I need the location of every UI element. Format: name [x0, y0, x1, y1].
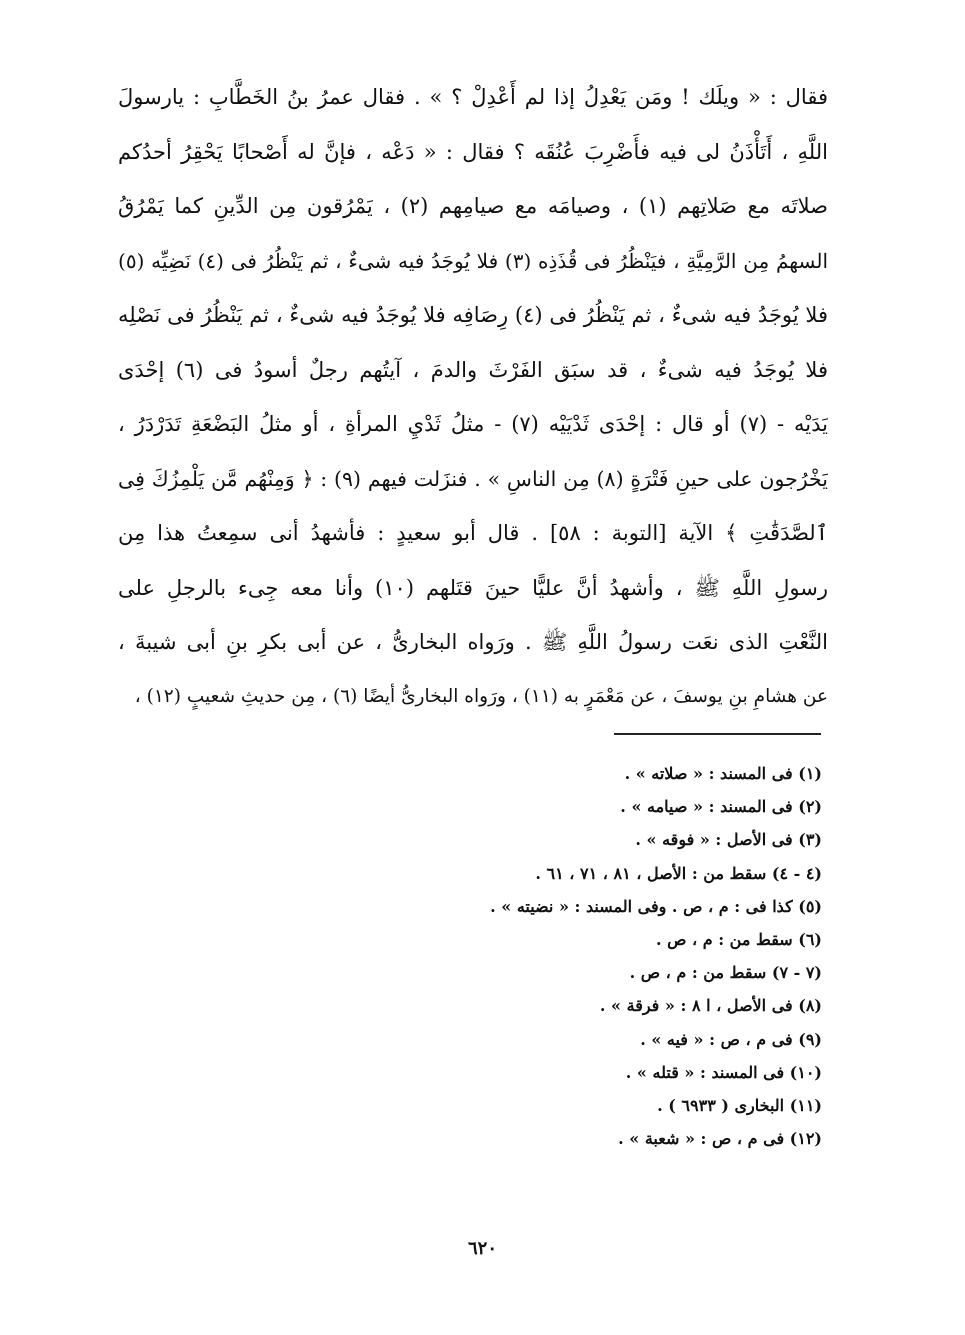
text-line-8: يَخْرُجون على حينِ فَتْرَةٍ (٨) مِن الناسِ » . فنزَلت فيهم (٩) : ﴿ وَمِنْهُم مَّن يَلْمِزُكَ فِى [118, 466, 828, 491]
text-line-12: عن هشامِ بنِ يوسفَ ، عن مَعْمَرٍ به (١١) ، ورَواه البخارىُّ أيضًا (٦) ، مِن حديثِ شعيبٍ (١٢) ، [134, 685, 828, 707]
footnote-5: (٥) كذا فى : م ، ص . وفى المسند : « نضيته » . [490, 896, 822, 916]
footnote-6: (٦) سقط من : م ، ص . [655, 929, 822, 949]
footnotes-block [300, 757, 822, 1155]
text-line-4: السهمُ مِن الرَّمِيَّةِ ، فيَنْظُرُ فى قُذَذِه (٣) فلا يُوجَدُ فيه شىءٌ ، ثم يَنْظُرُ فى (٤) نَضِيِّه (٥) [118, 248, 828, 273]
text-line-6: فلا يُوجَدُ فيه شىءٌ ، قد سبَق الفَرْثَ والدمَ ، آيتُهم رجلٌ أسودُ فى (٦) إحْدَى [118, 357, 828, 382]
footnote-4: (٤ - ٤) سقط من : الأصل ، ٨١ ، ٧١ ، ٦١ . [535, 863, 822, 883]
text-line-11: النَّعْتِ الذى نعَت رسولُ اللَّهِ ﷺ . ورَواه البخارىُّ ، عن أبى بكرِ بنِ أبى شيبةَ ، [118, 630, 828, 654]
footnote-separator [614, 733, 821, 735]
text-line-5: فلا يُوجَدُ فيه شىءٌ ، ثم يَنْظُرُ فى (٤) رِصَافِه فلا يُوجَدُ فيه شىءٌ ، ثم يَنْظُرُ فى نَصْلِه [118, 303, 828, 327]
text-line-9: ٱلصَّدَقَٰتِ ﴾ الآية [التوبة : ٥٨] . قال أبو سعيدٍ : فأشهدُ أنى سمِعتُ هذا مِن [118, 521, 828, 545]
footnote-9: (٩) فى م ، ص : « فيه » . [640, 1029, 822, 1049]
footnote-8: (٨) فى الأصل ، ا ٨ : « فرقة » . [599, 996, 822, 1016]
page-number: ٦٢٠ [467, 1238, 497, 1259]
main-text-block [118, 70, 828, 724]
footnote-12: (١٢) فى م ، ص : « شعبة » . [618, 1129, 822, 1149]
footnote-3: (٣) فى الأصل : « فوقه » . [635, 830, 822, 850]
text-line-10: رسولِ اللَّهِ ﷺ ، وأشهدُ أنَّ عليًّا حينَ قتَلهم (١٠) وأنا معه جِىء بالرجلِ على [118, 575, 828, 600]
footnote-2: (٢) فى المسند : « صيامه » . [620, 797, 822, 817]
text-line-7: يَدَيْه - (٧) أو قال : إحْدَى ثَدْيَيْه (٧) - مثلُ ثَدْيِ المرأةِ ، أو مثلُ البَضْعَةِ تَدَرْدَرُ ، [118, 412, 828, 436]
text-line-1: فقال : « ويلَك ! ومَن يَعْدِلُ إذا لم أَعْدِلْ ؟ » . فقال عمرُ بنُ الخَطَّابِ : يارسولَ [118, 85, 828, 109]
text-line-2: اللَّهِ ، أَتَأْذَنُ لى فيه فأَضْرِبَ عُنُقَه ؟ فقال : « دَعْه ، فإنَّ له أَصْحابًا يَحْقِرُ أحدُكم [118, 139, 828, 164]
footnote-10: (١٠) فى المسند : « قتله » . [625, 1062, 822, 1082]
text-line-3: صلاتَه مع صَلاتِهم (١) ، وصيامَه مع صيامِهم (٢) ، يَمْرُقون مِن الدِّينِ كما يَمْرُقُ [118, 194, 828, 218]
footnote-1: (١) فى المسند : « صلاته » . [624, 764, 822, 783]
footnote-7: (٧ - ٧) سقط من : م ، ص . [629, 963, 822, 983]
footnote-11: (١١) البخارى ( ٦٩٣٣ ) . [657, 1095, 822, 1115]
